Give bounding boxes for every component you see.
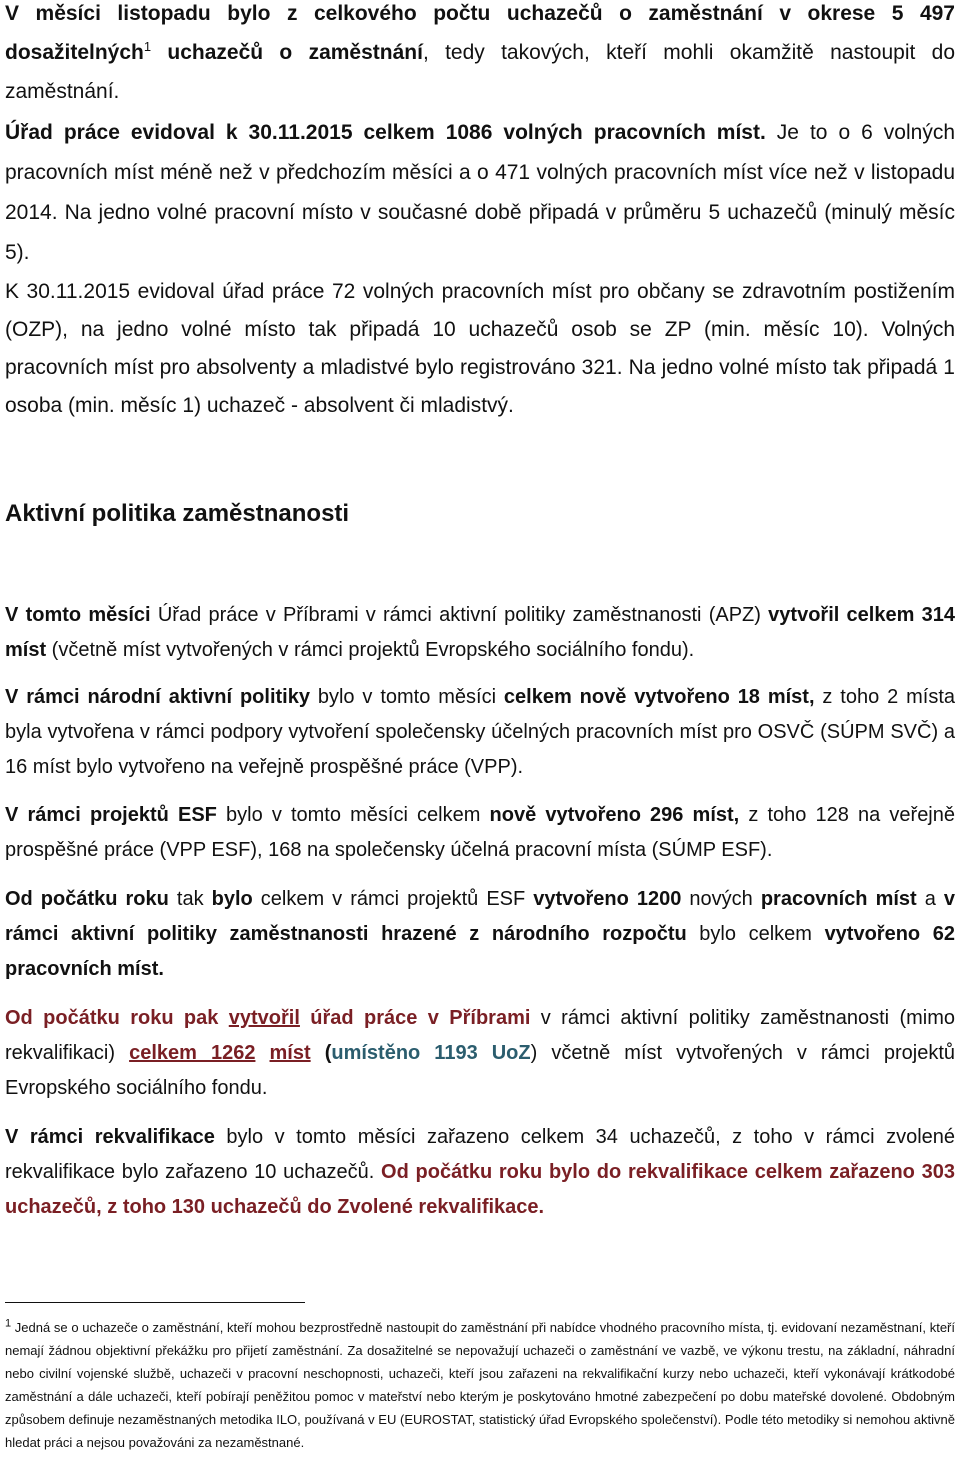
a3-t1: bylo v tomto měsíci celkem — [216, 804, 490, 826]
a1-b1: V tomto měsíci — [5, 604, 151, 626]
apz-paragraph-6 — [5, 1120, 955, 1225]
a4-b5: v rámci aktivní politiky zaměstnanosti hrazené z národního rozpočtu — [5, 888, 956, 945]
a6-r1: Od počátku roku bylo do rekvalifikace celkem zařazeno 303 uchazečů, z toho 130 uchazečů do Zvolené rekvalifikace. — [5, 1161, 955, 1218]
a5-t1: v rámci aktivní politiky zaměstnanosti (mimo rekvalifikaci) — [5, 1007, 955, 1064]
a5-r2: vytvořil — [228, 1007, 300, 1029]
footnote-separator — [5, 1302, 305, 1303]
a2-b1: V rámci národní aktivní politiky — [5, 686, 310, 708]
a5-t2 — [255, 1042, 269, 1064]
a1-t2: (včetně míst vytvořených v rámci projektů Evropského sociálního fondu). — [46, 639, 695, 661]
a3-t2: z toho 128 na veřejně prospěšné práce (VPP ESF), 168 na společensky účelná pracovní místa (SÚMP ESF). — [5, 804, 956, 861]
a4-b1: Od počátku roku — [5, 888, 169, 910]
a4-t5: bylo celkem — [686, 923, 825, 945]
intro-p1-rest: , tedy takových, kteří mohli okamžitě nastoupit do zaměstnání. — [5, 41, 956, 103]
intro-p1-bold-b: uchazečů o zaměstnání — [151, 41, 423, 64]
a5-t3: ( — [310, 1042, 332, 1064]
a4-t3: nových — [681, 888, 761, 910]
a3-b2: nově vytvořeno 296 míst, — [489, 804, 740, 826]
a4-t1: tak — [168, 888, 212, 910]
a3-b1: V rámci projektů ESF — [5, 804, 217, 826]
a6-t1: bylo v tomto měsíci zařazeno celkem 34 uchazečů, z toho v rámci zvolené rekvalifikace bylo zařazeno 10 uchazečů. — [5, 1126, 956, 1183]
a5-r5: míst — [269, 1042, 311, 1064]
apz-paragraph-5 — [5, 1001, 955, 1106]
footnote — [5, 1316, 955, 1454]
apz-paragraph-3 — [5, 798, 955, 868]
a4-t2: celkem v rámci projektů ESF — [252, 888, 534, 910]
intro-paragraph-2 — [5, 113, 955, 273]
intro-p1-bold-a: V měsíci listopadu bylo z celkového počtu uchazečů o zaměstnání v okrese 5 497 dosažitelných — [5, 2, 955, 64]
a4-t4: a — [916, 888, 944, 910]
a5-teal: umístěno 1193 UoZ — [331, 1042, 531, 1064]
intro-p2-bold: Úřad práce evidoval k 30.11.2015 celkem 1086 volných pracovních míst. — [5, 121, 766, 144]
a4-b6: vytvořeno 62 pracovních míst. — [5, 923, 956, 980]
a5-r3: úřad práce v Příbrami — [299, 1007, 531, 1029]
footnote-marker: 1 — [5, 1317, 12, 1330]
a4-b3: vytvořeno 1200 — [533, 888, 682, 910]
a4-b2: bylo — [211, 888, 253, 910]
intro-paragraph-3 — [5, 273, 955, 425]
intro-p3-text: K 30.11.2015 evidoval úřad práce 72 volných pracovních míst pro občany se zdravotním postižením (OZP), na jedno volné místo tak připadá 10 uchazečů osob se ZP (min. měsíc 10). Volných pracovních míst pro absolventy a mladistvé bylo registrováno 321. Na jedno volné místo tak připadá 1 osoba (min. měsíc 1) uchazeč - absolvent či mladistvý. — [5, 280, 955, 417]
a2-b2: celkem nově vytvořeno 18 míst, — [503, 686, 815, 708]
a2-t1: bylo v tomto měsíci — [309, 686, 504, 708]
footnote-text: Jedná se o uchazeče o zaměstnání, kteří mohou bezprostředně nastoupit do zaměstnání při nabídce vhodného pracovního místa, tj. evidovaní nezaměstnaní, kteří nemají žádnou objektivní překážku pro přijetí zaměstnání. Za dosažitelné se nepovažují uchazeči o zaměstnání ve vazbě, ve výkonu trestu, na základní, náhradní nebo civilní vojenské službě, uchazeči v pracovní neschopnosti, uchazeči, kteří jsou zařazeni na rekvalifikační kurzy nebo uchazeči, kteří vykonávají krátkodobé zaměstnání a dále uchazeči, kteří pobírají peněžitou pomoc v mateřství nebo kterým je poskytováno hmotné zabezpečení po dobu mateřské dovolené. Obdobným způsobem definuje nezaměstnaných metodika ILO, používaná v EU (EUROSTAT, statistický úřad Evropského společenství). Podle této metodiky si nemohou aktivně hledat práci a nejsou považováni za nezaměstnané. — [5, 1320, 955, 1450]
footnote-reference[interactable]: 1 — [143, 39, 152, 54]
apz-paragraph-4 — [5, 882, 955, 987]
a1-b2: vytvořil celkem 314 míst — [5, 604, 955, 661]
intro-p2-rest: Je to o 6 volných pracovních míst méně než v předchozím měsíci a o 471 volných pracovních míst více než v listopadu 2014. Na jedno volné pracovní místo v současné době připadá v průměru 5 uchazečů (minulý měsíc 5). — [5, 121, 955, 264]
apz-paragraph-1 — [5, 598, 955, 668]
a5-r1: Od počátku roku pak — [5, 1007, 229, 1029]
a6-b1: V rámci rekvalifikace — [5, 1126, 215, 1148]
a5-t4: ) včetně míst vytvořených v rámci projektů Evropského sociálního fondu. — [5, 1042, 956, 1099]
apz-paragraph-2 — [5, 680, 955, 785]
section-heading: Aktivní politika zaměstnanosti — [5, 500, 350, 527]
a2-t2: z toho 2 místa byla vytvořena v rámci podpory vytvoření společensky účelných pracovních míst pro OSVČ (SÚPM SVČ) a 16 míst bylo vytvořeno na veřejně prospěšné práce (VPP). — [5, 686, 956, 778]
a4-b4: pracovních míst — [760, 888, 917, 910]
intro-paragraph-1 — [5, 0, 955, 111]
a1-t1: Úřad práce v Příbrami v rámci aktivní politiky zaměstnanosti (APZ) — [150, 604, 769, 626]
a5-r4: celkem 1262 — [129, 1042, 256, 1064]
